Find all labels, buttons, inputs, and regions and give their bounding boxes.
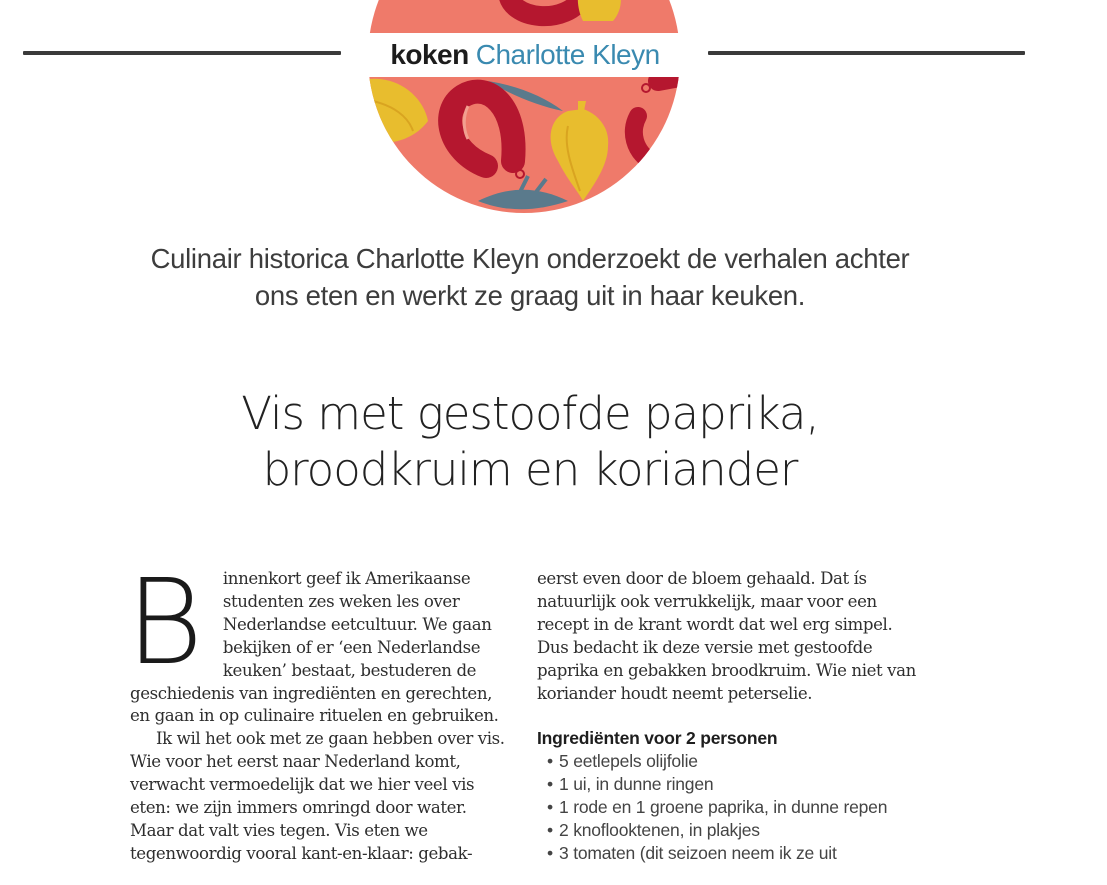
paragraph-1-text: innenkort geef ik Amerikaanse studenten zes weken les over Nederlandse eetcultuur. We gaan bekijken of er ‘een Nederlandse keuken’ bestaat, bestuderen de geschiedenis van ingrediënten en gerechten, en gaan in op culinaire rituelen en gebruiken. [130, 569, 499, 726]
header-rule-right [708, 51, 1025, 55]
ingredient-item: • 2 knoflooktenen, in plakjes [547, 820, 760, 841]
section-label: koken [390, 39, 469, 70]
sausage-icon [634, 116, 653, 163]
column-title [350, 32, 700, 78]
paragraph-3: eerst even door de bloem gehaald. Dat ís natuurlijk ook verrukkelijk, maar voor een recept in de krant wordt dat wel erg simpel. Dus bedacht ik deze versie met gestoofde paprika en gebakken broodkruim. Wie niet van koriander houdt neemt peterselie. [537, 569, 916, 703]
headline-line-2: broodkruim en koriander [262, 443, 798, 496]
ingredients-list [537, 750, 917, 865]
leaf-icon [478, 190, 568, 210]
drop-cap: B [126, 553, 203, 691]
bullet-icon: • [547, 843, 553, 864]
article-column-1 [126, 553, 505, 866]
intro-text: Culinair historica Charlotte Kleyn onderzoekt de verhalen achter ons eten en werkt ze graag uit in haar keuken. [150, 243, 910, 311]
bullet-icon: • [547, 751, 553, 772]
article-column-2 [537, 568, 917, 865]
ingredient-item: • 1 ui, in dunne ringen [547, 774, 714, 795]
ingredient-item: • 5 eetlepels olijfolie [547, 751, 698, 772]
author-name: Charlotte Kleyn [475, 39, 660, 70]
ingredient-item: • 3 tomaten (dit seizoen neem ik ze uit [547, 843, 837, 864]
bullet-icon: • [547, 820, 553, 841]
headline-line-1: Vis met gestoofde paprika, [241, 387, 819, 440]
onion-icon [578, 0, 621, 21]
header-rule-left [23, 51, 341, 55]
bullet-icon: • [547, 774, 553, 795]
sausage-icon [450, 92, 513, 166]
sausage-icon [508, 0, 583, 16]
paragraph-2: Ik wil het ook met ze gaan hebben over vis. Wie voor het eerst naar Nederland komt, verwacht vermoedelijk dat we hier veel vis eten: we zijn immers omringd door water. Maar dat valt vies tegen. Vis eten we tegenwoordig vooral kant-en-klaar: gebak- [130, 729, 505, 863]
paragraph-1 [126, 553, 505, 728]
bullet-icon: • [547, 797, 553, 818]
ingredient-item: • 1 rode en 1 groene paprika, in dunne repen [547, 797, 888, 818]
headline [120, 386, 940, 498]
ingredients-title: Ingrediënten voor 2 personen [537, 728, 778, 749]
